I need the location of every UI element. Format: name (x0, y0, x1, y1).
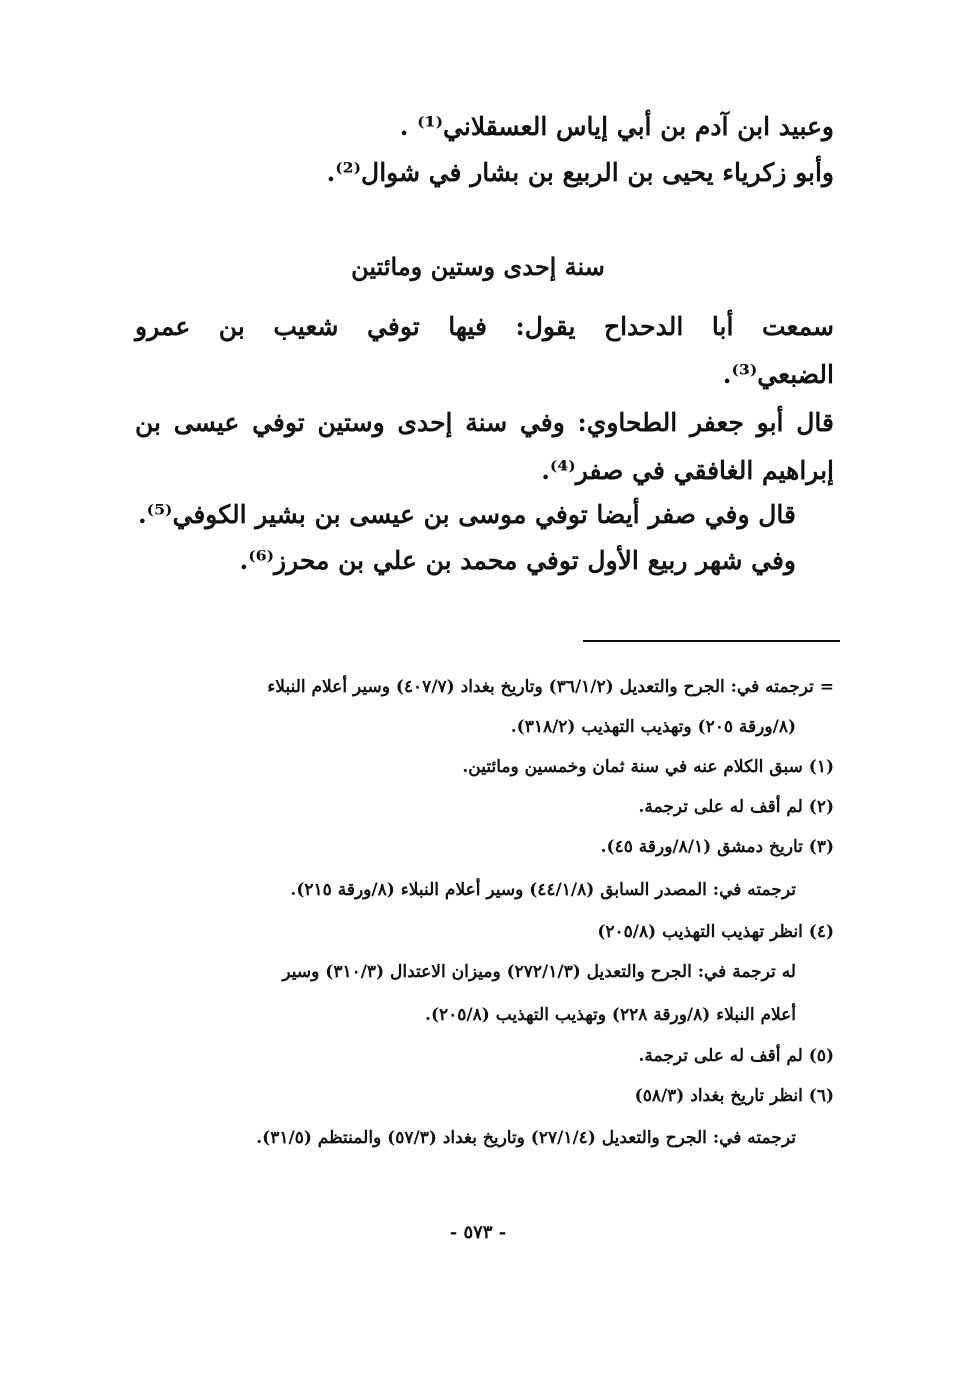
text-line-4: الضبعي⁽³⁾. (722, 360, 834, 389)
footnote-line-6: ترجمته في: المصدر السابق (٤٤/١/٨) وسير أعلام النبلاء (٨/ورقة ٢١٥). (290, 880, 796, 900)
text-line-7: قال وفي صفر أيضا توفي موسى بن عيسى بن بشير الكوفي⁽⁵⁾. (137, 500, 796, 529)
footnote-line-7: (٤) انظر تهذيب التهذيب (٢٠٥/٨) (597, 922, 834, 942)
footnote-line-2: (٨/ورقة ٢٠٥) وتهذيب التهذيب (٣١٨/٢). (510, 717, 796, 737)
text-line-6: إبراهيم الغافقي في صفر⁽⁴⁾. (541, 456, 834, 485)
footnote-separator (583, 640, 840, 642)
footnote-line-10: (٥) لم أقف له على ترجمة. (638, 1046, 834, 1066)
footnote-line-8: له ترجمة في: الجرح والتعديل (٢٧٢/١/٣) وميزان الاعتدال (٣١٠/٣) وسير (282, 962, 796, 982)
text-line-3: سمعت أبا الدحداح يقول: فيها توفي شعيب بن عمرو (135, 312, 834, 341)
footnote-line-12: ترجمته في: الجرح والتعديل (٢٧/١/٤) وتاريخ بغداد (٥٧/٣) والمنتظم (٣١/٥). (256, 1128, 796, 1148)
footnote-line-9: أعلام النبلاء (٨/ورقة ٢٢٨) وتهذيب التهذيب (٢٠٥/٨). (425, 1005, 796, 1025)
footnote-line-11: (٦) انظر تاريخ بغداد (٥٨/٣) (634, 1086, 834, 1106)
text-line-5: قال أبو جعفر الطحاوي: وفي سنة إحدى وستين توفي عيسى بن (135, 408, 834, 437)
footnote-line-3: (١) سبق الكلام عنه في سنة ثمان وخمسين ومائتين. (462, 757, 834, 777)
text-line-2: وأبو زكرياء يحيى بن الربيع بن بشار في شوال⁽²⁾. (326, 158, 834, 187)
section-heading: سنة إحدى وستين ومائتين (351, 252, 605, 281)
text-line-8: وفي شهر ربيع الأول توفي محمد بن علي بن محرز⁽⁶⁾. (239, 546, 796, 575)
footnote-line-4: (٢) لم أقف له على ترجمة. (638, 797, 834, 817)
text-line-1: وعبيد ابن آدم بن أبي إياس العسقلاني⁽¹⁾ . (399, 112, 834, 141)
footnote-line-5: (٣) تاريخ دمشق (٨/١/ورقة ٤٥). (600, 837, 834, 857)
footnote-line-1: = ترجمته في: الجرح والتعديل (٣٦/١/٢) وتاريخ بغداد (٤٠٧/٧) وسير أعلام النبلاء (267, 677, 834, 697)
page-number: - ٥٧٣ - (449, 1222, 507, 1243)
